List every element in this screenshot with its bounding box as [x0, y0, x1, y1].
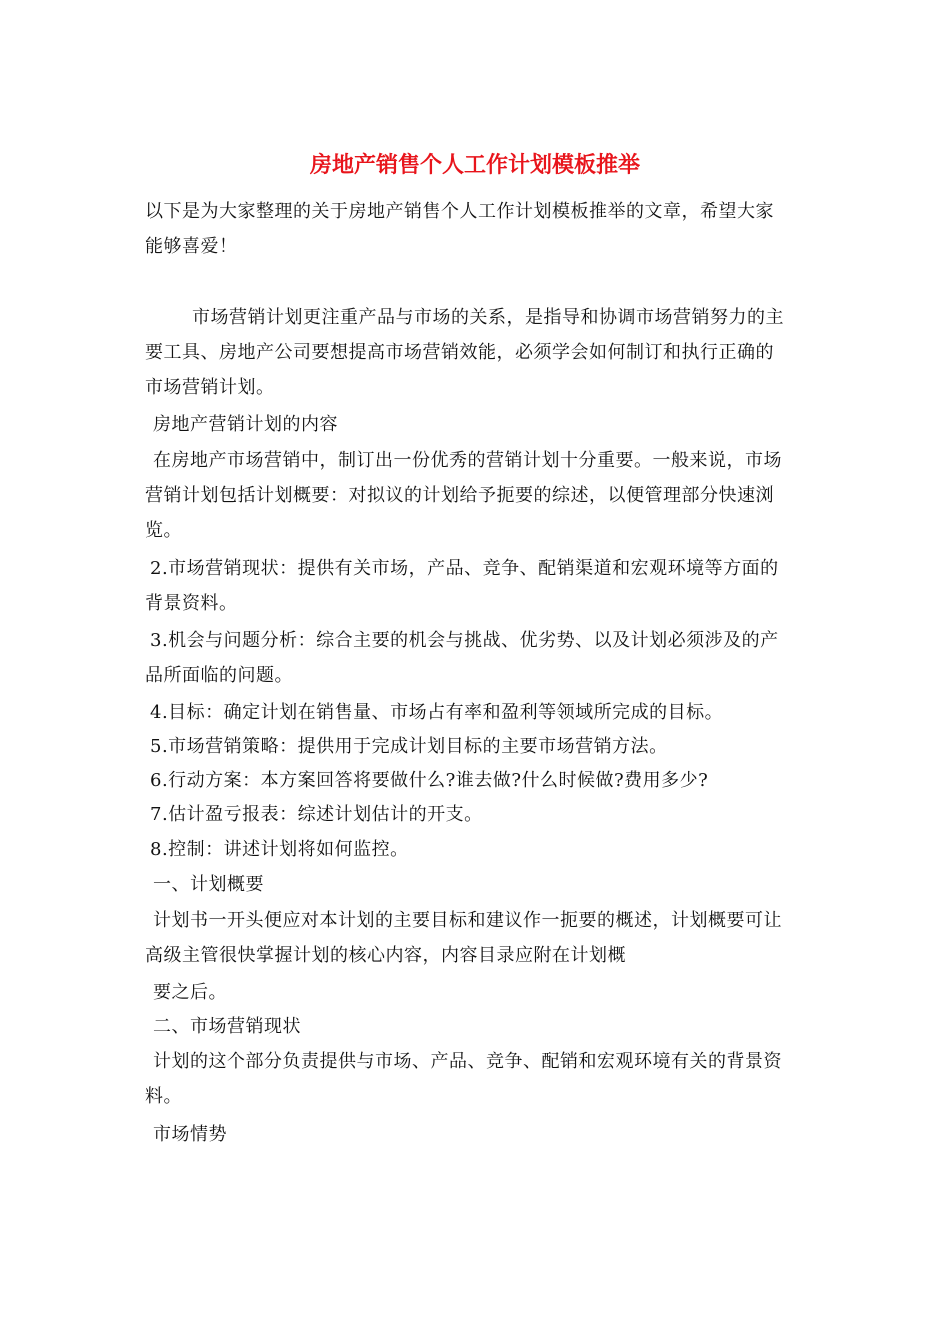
list-item: 8.控制：讲述计划将如何监控。 [150, 839, 409, 860]
paragraph-line: 市场营销计划更注重产品与市场的关系，是指导和协调市场营销努力的主 [192, 307, 784, 328]
paragraph-line: 要工具、房地产公司要想提高市场营销效能，必须学会如何制订和执行正确的 [145, 342, 774, 363]
list-item: 4.目标：确定计划在销售量、市场占有率和盈利等领域所完成的目标。 [150, 702, 724, 723]
intro-line-1: 以下是为大家整理的关于房地产销售个人工作计划模板推举的文章，希望大家 [145, 201, 774, 222]
list-item: 6.行动方案：本方案回答将要做什么?谁去做?什么时候做?费用多少? [150, 770, 709, 791]
list-item: 7.估计盈亏报表：综述计划估计的开支。 [150, 804, 483, 825]
list-item-continuation: 背景资料。 [145, 593, 238, 614]
document-title: 房地产销售个人工作计划模板推举 [309, 152, 640, 178]
section-heading: 一、计划概要 [153, 874, 264, 895]
paragraph-line: 营销计划包括计划概要：对拟议的计划给予扼要的综述，以便管理部分快速浏 [145, 485, 774, 506]
paragraph-line: 市场营销计划。 [145, 377, 275, 398]
paragraph-line: 在房地产市场营销中，制订出一份优秀的营销计划十分重要。一般来说，市场 [153, 450, 782, 471]
paragraph-line: 高级主管很快掌握计划的核心内容，内容目录应附在计划概 [145, 945, 626, 966]
paragraph-line: 要之后。 [153, 982, 227, 1003]
subsection-heading: 市场情势 [153, 1124, 227, 1145]
list-item: 2.市场营销现状：提供有关市场，产品、竞争、配销渠道和宏观环境等方面的 [150, 558, 779, 579]
list-item: 5.市场营销策略：提供用于完成计划目标的主要市场营销方法。 [150, 736, 668, 757]
paragraph-line: 料。 [145, 1086, 182, 1107]
paragraph-line: 计划书一开头便应对本计划的主要目标和建议作一扼要的概述，计划概要可让 [153, 910, 782, 931]
section-heading: 房地产营销计划的内容 [153, 414, 338, 435]
list-item-continuation: 品所面临的问题。 [145, 665, 293, 686]
paragraph-line: 览。 [145, 520, 182, 541]
section-heading: 二、市场营销现状 [153, 1016, 301, 1037]
intro-line-2: 能够喜爱！ [145, 236, 238, 257]
list-item: 3.机会与问题分析：综合主要的机会与挑战、优劣势、以及计划必须涉及的产 [150, 630, 779, 651]
paragraph-line: 计划的这个部分负责提供与市场、产品、竞争、配销和宏观环境有关的背景资 [153, 1051, 782, 1072]
